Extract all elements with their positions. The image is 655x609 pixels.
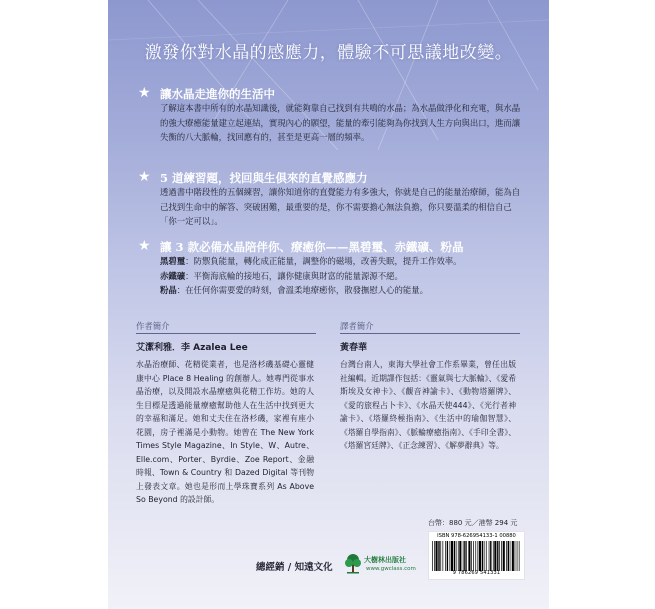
barcode-stripe	[443, 541, 444, 571]
price-label: 台幣：880 元／港幣 294 元	[428, 519, 518, 527]
barcode-stripe	[450, 541, 451, 571]
crystal-item: 粉晶：在任何你需要愛的時刻，會溫柔地療癒你，散發撫慰人心的能量。	[160, 285, 428, 296]
book-back-cover	[108, 0, 549, 609]
barcode-stripe	[515, 541, 516, 571]
barcode-stripe	[482, 541, 483, 571]
crystal-item: 黑碧璽：防禦負能量，轉化成正能量，調整你的磁場，改善失眠，提升工作效率。	[160, 256, 462, 266]
barcode-stripe	[508, 541, 509, 571]
barcode-bars	[432, 541, 520, 571]
star-icon: ★	[138, 85, 151, 101]
translator-name: 黃春華	[340, 343, 368, 353]
author-bio: 水晶治療師、花精從業者，也是洛杉磯基礎心靈健康中心 Place 8 Healing 的創辦人。她專門從事水晶治療，以及開設水晶療癒與花精工作坊。她的人生目標是透過能量療癒幫助他人在生活中找到更大的幸福和滿足。她和丈夫住在洛杉磯，家裡有座小花園，房子裡滿是小動物。她曾在 The New York Times Style Magazine、In Style、W、Autre、Elle.com、Porter、Byrdie、Zoe Report、金融時報、Town & Country 和 Dazed Digital 等刊物上發表文章。她也是形而上學珠寶系列 As Above So Beyond 的設計師。	[136, 360, 314, 504]
section-title: 讓 3 款必備水晶陪伴你、療癒你——黑碧璽、赤鐵礦、粉晶	[160, 240, 464, 254]
barcode-stripe	[436, 541, 438, 571]
barcode-stripe	[445, 541, 446, 571]
barcode-stripe	[479, 541, 481, 571]
barcode-stripe	[454, 541, 455, 571]
barcode-stripe	[497, 541, 498, 571]
translator-heading: 譯者簡介	[340, 321, 374, 331]
barcode-stripe	[512, 541, 514, 571]
isbn-barcode	[428, 531, 525, 580]
barcode-stripe	[440, 541, 441, 571]
barcode-stripe	[493, 541, 494, 571]
distributor-label: 總經銷 / 知遠文化	[256, 562, 333, 573]
barcode-stripe	[434, 541, 435, 571]
barcode-stripe	[458, 541, 459, 571]
section-text: 了解這本書中所有的水晶知識後，就能夠靠自己找到有共鳴的水晶；為水晶做淨化和充電，與水晶的強大療癒能量建立起連結，實現內心的願望，能量的牽引能夠為你找到人生方向與出口，進而讓失衡的八大脈輪，找回應有的，甚至是更高一層的頻率。	[160, 103, 521, 143]
barcode-stripe	[456, 541, 457, 571]
barcode-digits: 9 786269 541331	[452, 570, 501, 576]
barcode-stripe	[471, 541, 472, 571]
barcode-stripe	[478, 541, 479, 571]
barcode-stripe	[484, 541, 485, 571]
barcode-stripe	[499, 541, 500, 571]
section-title: 5 道練習題，找回與生俱來的直覺感應力	[160, 171, 368, 185]
star-icon: ★	[138, 169, 151, 185]
barcode-stripe	[447, 541, 448, 571]
translator-divider	[340, 333, 520, 334]
barcode-stripe	[466, 541, 467, 571]
barcode-stripe	[506, 541, 507, 571]
barcode-stripe	[463, 541, 464, 571]
barcode-stripe	[503, 541, 505, 571]
section-text: 透過書中階段性的五個練習，讓你知道你的直覺能力有多強大，你就是自己的能量治療師，能為自己找到生命中的解答、突破困難，最重要的是，你不需要擔心無法負擔，你只要溫柔的相信自己「你一定可以」。	[160, 187, 521, 227]
isbn-text: ISBN 978-626954133-1 00880	[437, 533, 516, 539]
translator-bio: 台灣台南人，東海大學社會工作系畢業，曾任出版社編輯。近期譯作包括：《靈氣與七大脈輪》、《愛希斯埃及女神卡》、《觀音神諭卡》、《動物塔羅牌》、《愛的旅程占卜卡》、《水晶天使444》、《光行者神諭卡》、《塔羅終極指南》、《生活中的瑜伽智慧》、《塔羅自學指南》、《脈輪療癒指南》、《手印全書》、《塔羅宮廷牌》、《正念練習》、《解夢辭典》等。	[340, 360, 516, 450]
cover-headline: 激發你對水晶的感應力，體驗不可思議地改變。	[144, 43, 513, 63]
star-icon: ★	[138, 238, 151, 254]
tree-logo-icon	[344, 553, 362, 575]
barcode-stripe	[475, 541, 476, 571]
crystal-item: 赤鐵礦：平衡海底輪的接地石，讓你健康與財富的能量源源不絕。	[160, 270, 403, 281]
barcode-stripe	[473, 541, 474, 571]
barcode-stripe	[432, 541, 433, 571]
publisher-name: 大樹林出版社	[364, 556, 406, 564]
barcode-stripe	[494, 541, 496, 571]
publisher-url: www.gwclass.com	[366, 566, 416, 572]
author-heading: 作者簡介	[136, 321, 170, 331]
section-title: 讓水晶走進你的生活中	[160, 87, 275, 101]
barcode-stripe	[464, 541, 465, 571]
barcode-stripe	[451, 541, 453, 571]
barcode-stripe	[517, 541, 518, 571]
barcode-stripe	[510, 541, 511, 571]
barcode-stripe	[501, 541, 502, 571]
crystal-list	[160, 254, 522, 298]
barcode-stripe	[459, 541, 461, 571]
barcode-stripe	[489, 541, 490, 571]
barcode-stripe	[468, 541, 470, 571]
barcode-stripe	[486, 541, 487, 571]
barcode-stripe	[519, 541, 520, 571]
author-divider	[136, 333, 316, 334]
author-name: 艾潔利雅．李 Azalea Lee	[136, 343, 248, 353]
barcode-stripe	[490, 541, 491, 571]
barcode-stripe	[438, 541, 439, 571]
